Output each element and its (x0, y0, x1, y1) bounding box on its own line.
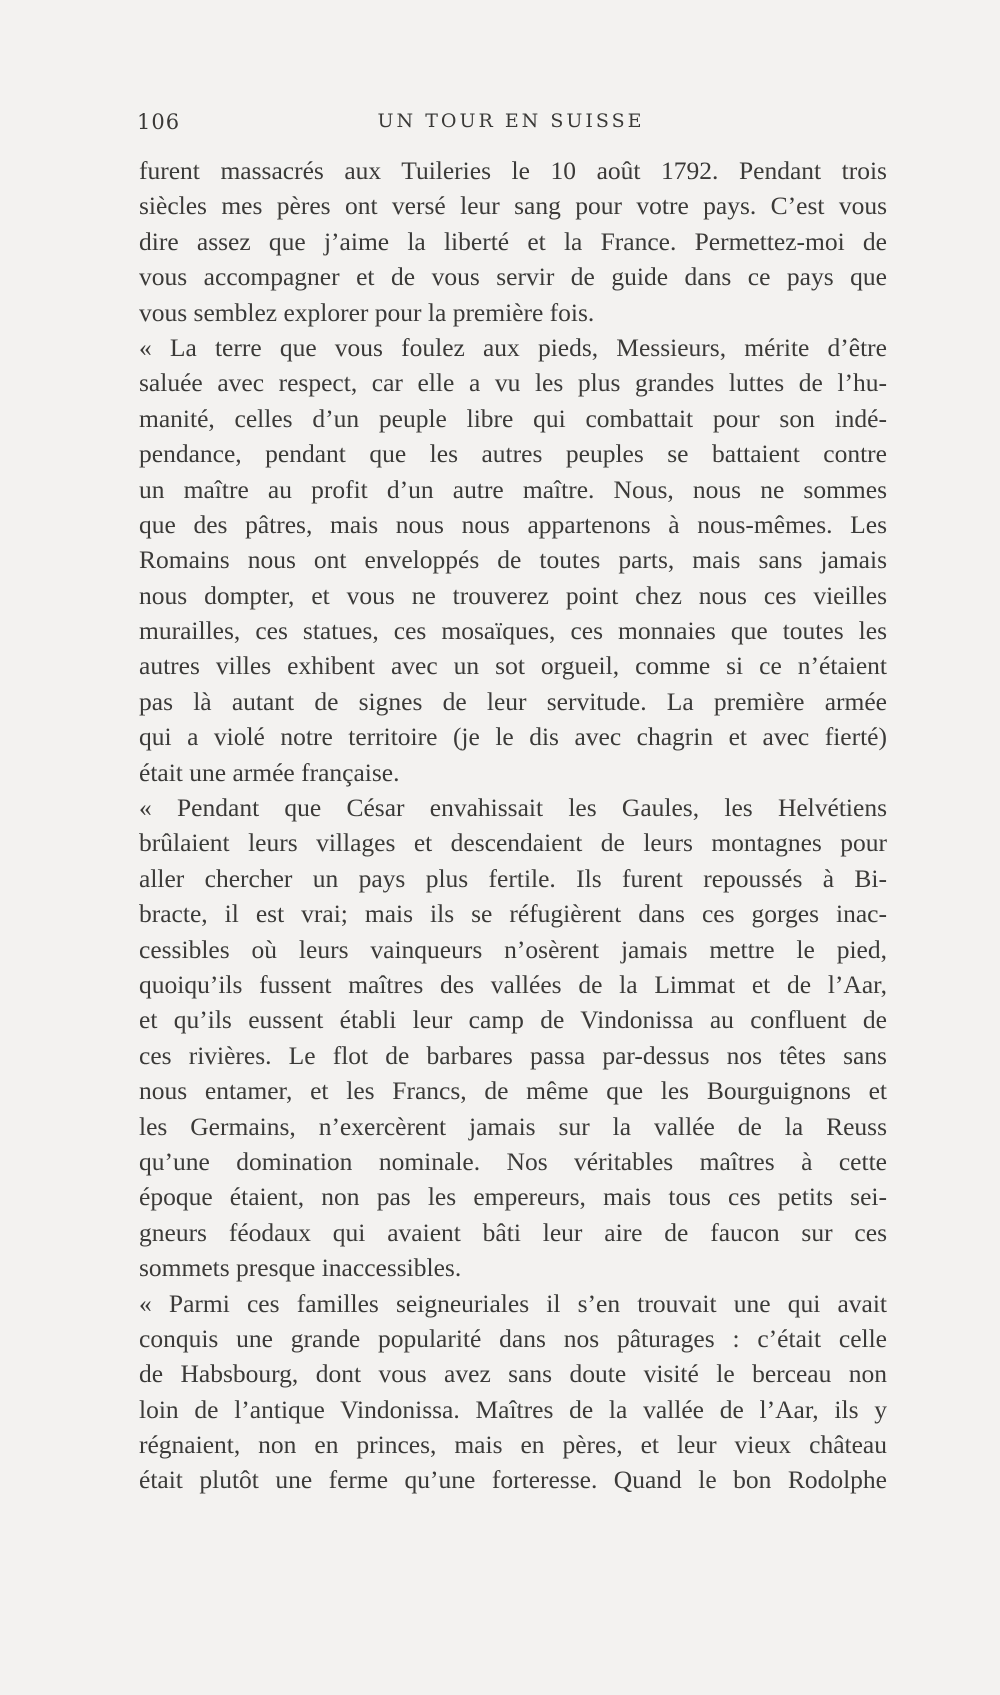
text-line: nous entamer, et les Francs, de même que les Bourguignons et (139, 1076, 887, 1106)
text-line: un maître au profit d’un autre maître. Nous, nous ne sommes (139, 474, 887, 504)
text-line: quoiqu’ils fussent maîtres des vallées de la Limmat et de l’Aar, (139, 969, 887, 999)
text-line: que des pâtres, mais nous nous appartenons à nous-mêmes. Les (139, 509, 887, 539)
text-line: furent massacrés aux Tuileries le 10 août 1792. Pendant trois (139, 156, 887, 185)
text-line: « La terre que vous foulez aux pieds, Messieurs, mérite d’être (139, 332, 887, 362)
text-line: conquis une grande popularité dans nos pâturages : c’était celle (139, 1323, 887, 1353)
text-line: et qu’ils eussent établi leur camp de Vindonissa au confluent de (139, 1005, 887, 1035)
text-line: de Habsbourg, dont vous avez sans doute visité le berceau non (139, 1359, 887, 1389)
text-line: qui a violé notre territoire (je le dis avec chagrin et avec fierté) (139, 722, 887, 752)
page-number: 106 (137, 110, 181, 134)
text-line: « Pendant que César envahissait les Gaules, les Helvétiens (139, 793, 887, 823)
text-line: gneurs féodaux qui avaient bâti leur aire de faucon sur ces (139, 1217, 887, 1247)
text-line: cessibles où leurs vainqueurs n’osèrent jamais mettre le pied, (139, 934, 887, 964)
text-line: régnaient, non en princes, mais en pères, et leur vieux château (139, 1430, 887, 1460)
text-line: manité, celles d’un peuple libre qui combattait pour son indé- (139, 403, 887, 433)
text-line: siècles mes pères ont versé leur sang pour votre pays. C’est vous (139, 191, 887, 221)
text-line: vous accompagner et de vous servir de guide dans ce pays que (139, 262, 887, 292)
text-line: « Parmi ces familles seigneuriales il s’en trouvait une qui avait (139, 1288, 887, 1318)
page-header (137, 110, 885, 138)
text-line: était une armée française. (139, 757, 400, 787)
text-line: brûlaient leurs villages et descendaient de leurs montagnes pour (139, 828, 887, 858)
text-line: saluée avec respect, car elle a vu les plus grandes luttes de l’hu- (139, 368, 887, 398)
text-line: ces rivières. Le flot de barbares passa par-dessus nos têtes sans (139, 1040, 887, 1070)
text-line: était plutôt une ferme qu’une forteresse. Quand le bon Rodolphe (139, 1465, 887, 1495)
text-line: bracte, il est vrai; mais ils se réfugièrent dans ces gorges inac- (139, 899, 887, 929)
text-line: autres villes exhibent avec un sot orgueil, comme si ce n’étaient (139, 651, 887, 681)
text-line: sommets presque inaccessibles. (139, 1253, 462, 1283)
text-line: les Germains, n’exercèrent jamais sur la vallée de la Reuss (139, 1111, 887, 1141)
text-line: qu’une domination nominale. Nos véritables maîtres à cette (139, 1146, 887, 1176)
text-line: murailles, ces statues, ces mosaïques, ces monnaies que toutes les (139, 616, 887, 646)
text-line: aller chercher un pays plus fertile. Ils furent repoussés à Bi- (139, 863, 887, 893)
text-line: nous dompter, et vous ne trouverez point chez nous ces vieilles (139, 580, 887, 610)
text-line: vous semblez explorer pour la première fois. (139, 297, 595, 327)
text-line: loin de l’antique Vindonissa. Maîtres de la vallée de l’Aar, ils y (139, 1394, 887, 1424)
body-text (139, 153, 887, 1498)
text-line: dire assez que j’aime la liberté et la France. Permettez-moi de (139, 226, 887, 256)
text-line: époque étaient, non pas les empereurs, mais tous ces petits sei- (139, 1182, 887, 1212)
running-title: UN TOUR EN SUISSE (377, 110, 645, 132)
text-line: pas là autant de signes de leur servitude. La première armée (139, 686, 887, 716)
text-line: pendance, pendant que les autres peuples se battaient contre (139, 439, 887, 469)
text-line: Romains nous ont enveloppés de toutes parts, mais sans jamais (139, 545, 887, 575)
